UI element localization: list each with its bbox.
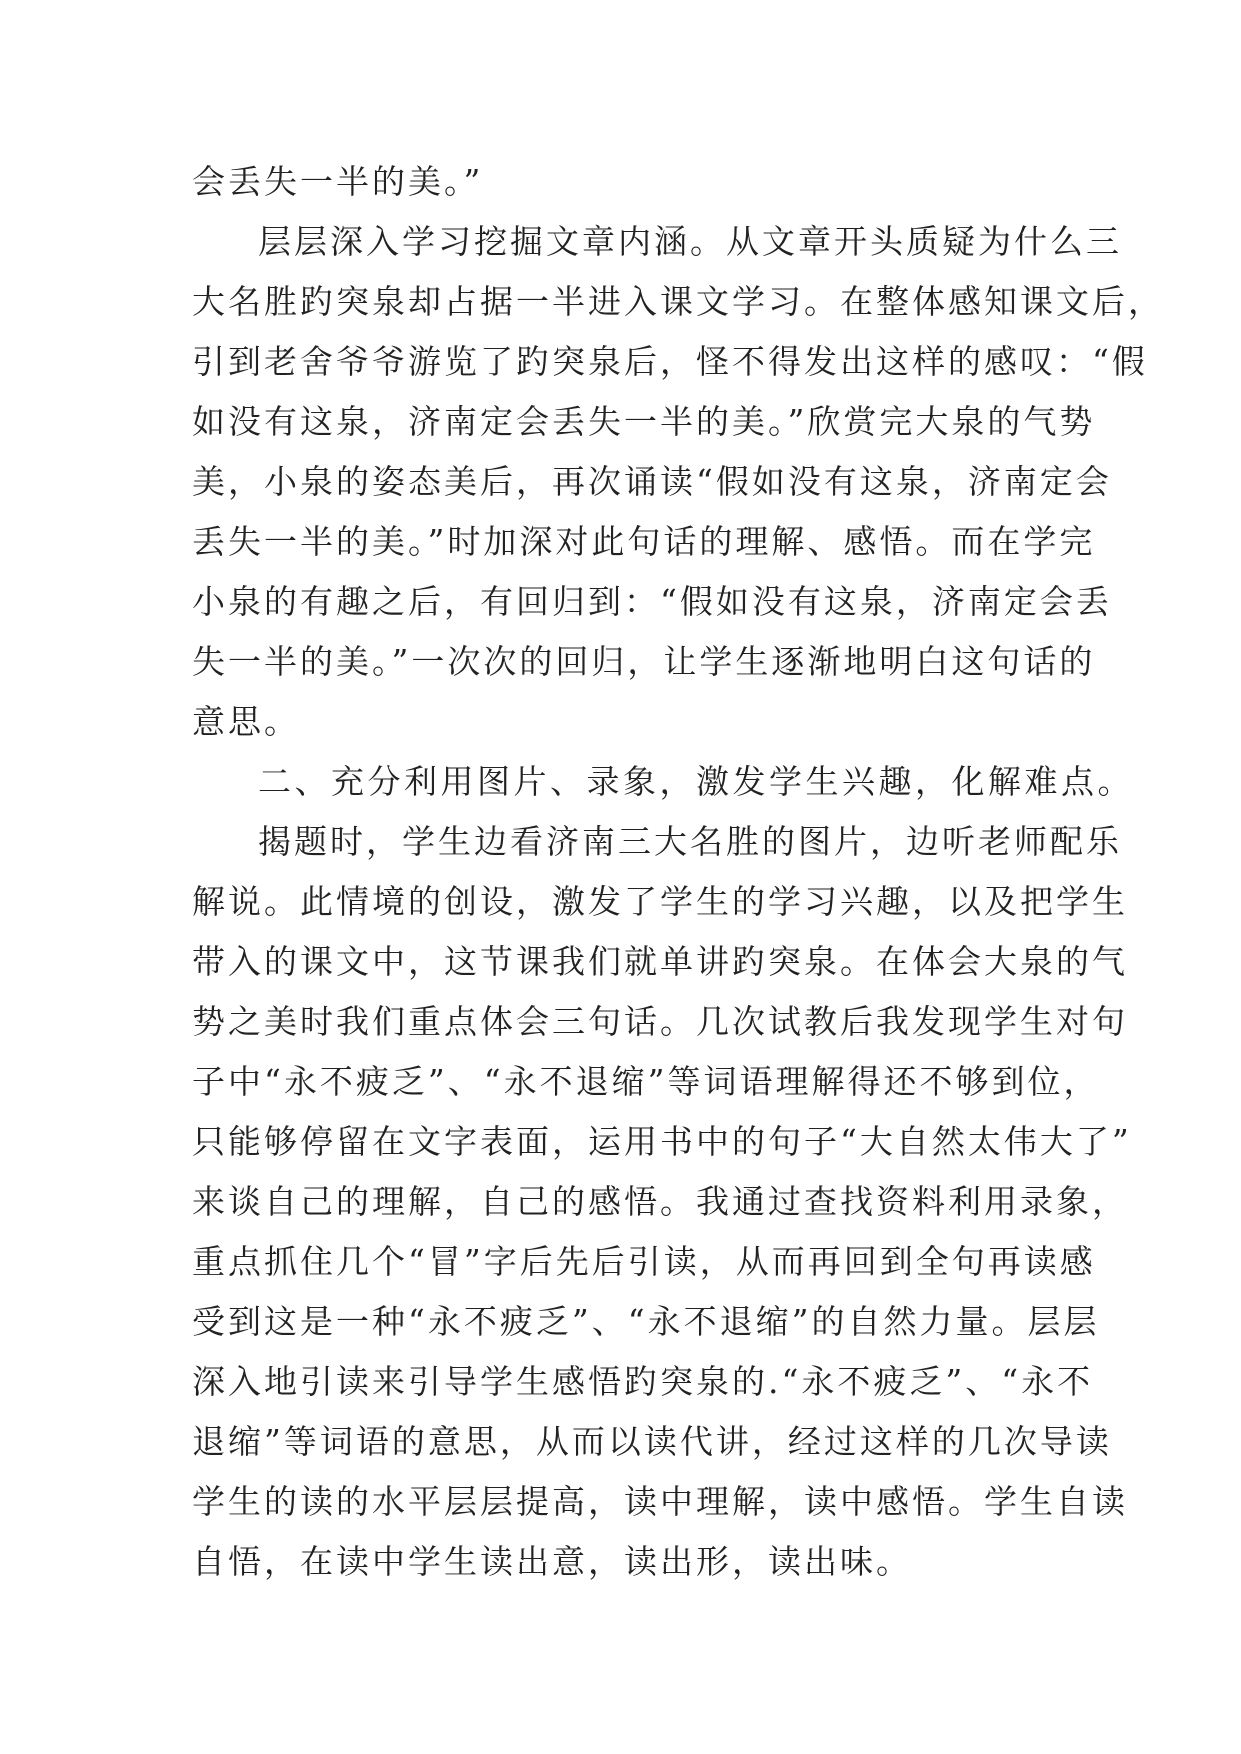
text-line: 退缩”等词语的意思，从而以读代讲，经过这样的几次导读 <box>192 1422 1112 1461</box>
text-line: 受到这是一种“永不疲乏”、“永不退缩”的自然力量。层层 <box>192 1302 1100 1341</box>
text-line: 大名胜趵突泉却占据一半进入课文学习。在整体感知课文后， <box>192 282 1164 321</box>
text-line: 如没有这泉，济南定会丢失一半的美。”欣赏完大泉的气势 <box>192 402 1096 441</box>
text-line: 美，小泉的姿态美后，再次诵读“假如没有这泉，济南定会 <box>192 462 1112 501</box>
text-line: 只能够停留在文字表面，运用书中的句子“大自然太伟大了” <box>192 1122 1132 1161</box>
text-line: 解说。此情境的创设，激发了学生的学习兴趣，以及把学生 <box>192 882 1128 921</box>
text-line: 小泉的有趣之后，有回归到：“假如没有这泉，济南定会丢 <box>192 582 1112 621</box>
text-line: 丢失一半的美。”时加深对此句话的理解、感悟。而在学完 <box>192 522 1096 561</box>
text-line: 会丢失一半的美。” <box>192 162 484 201</box>
text-line: 势之美时我们重点体会三句话。几次试教后我发现学生对句 <box>192 1002 1128 1041</box>
text-line: 揭题时，学生边看济南三大名胜的图片，边听老师配乐 <box>258 822 1122 861</box>
text-line: 来谈自己的理解，自己的感悟。我通过查找资料利用录象， <box>192 1182 1128 1221</box>
text-line: 深入地引读来引导学生感悟趵突泉的.“永不疲乏”、“永不 <box>192 1362 1094 1401</box>
text-line: 引到老舍爷爷游览了趵突泉后，怪不得发出这样的感叹：“假 <box>192 342 1148 381</box>
text-line: 学生的读的水平层层提高，读中理解，读中感悟。学生自读 <box>192 1482 1128 1521</box>
section-heading: 二、充分利用图片、录象，激发学生兴趣，化解难点。 <box>258 762 1134 801</box>
text-line: 重点抓住几个“冒”字后先后引读，从而再回到全句再读感 <box>192 1242 1096 1281</box>
text-line: 失一半的美。”一次次的回归，让学生逐渐地明白这句话的 <box>192 642 1096 681</box>
text-line: 带入的课文中，这节课我们就单讲趵突泉。在体会大泉的气 <box>192 942 1128 981</box>
text-line: 层层深入学习挖掘文章内涵。从文章开头质疑为什么三 <box>258 222 1122 261</box>
text-line: 意思。 <box>192 702 300 741</box>
text-line: 自悟，在读中学生读出意，读出形，读出味。 <box>192 1542 912 1581</box>
text-line: 子中“永不疲乏”、“永不退缩”等词语理解得还不够到位， <box>192 1062 1100 1101</box>
